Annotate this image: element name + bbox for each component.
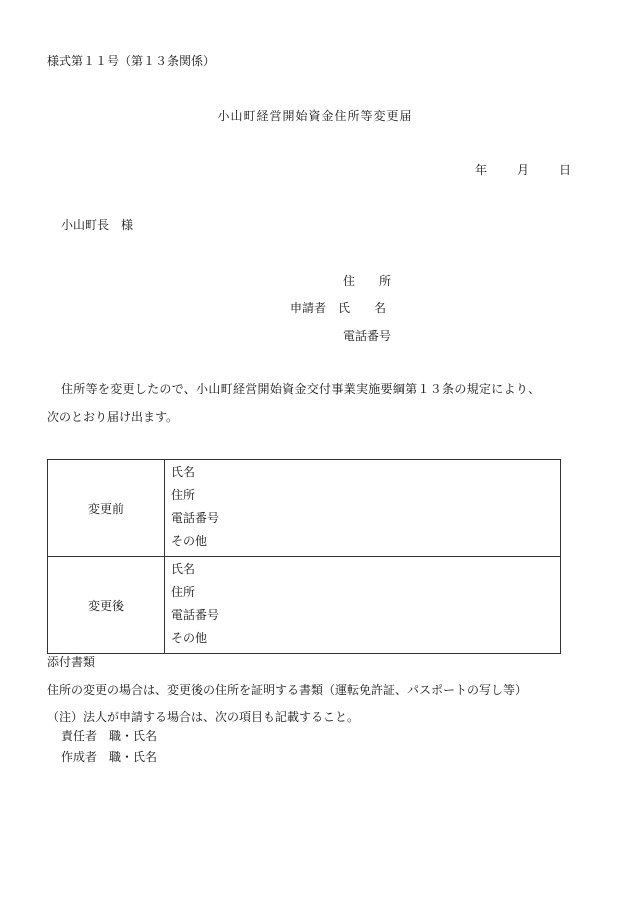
note-item-responsible: 責任者 職・氏名: [61, 729, 158, 743]
row-label-after: 変更後: [48, 557, 165, 654]
date-month-label: 月: [517, 163, 530, 177]
attachments-title: 添付書類: [47, 655, 96, 669]
addressee: 小山町長 様: [61, 218, 134, 232]
fields-after: [165, 557, 561, 654]
body-text-line-1: 住所等を変更したので、小山町経営開始資金交付事業実施要綱第１３条の規定により、: [61, 382, 541, 396]
row-label-before: 変更前: [48, 460, 165, 557]
table-row-after: [48, 557, 561, 654]
field-other: その他: [171, 631, 208, 645]
attachments-text: 住所の変更の場合は、変更後の住所を証明する書類（運転免許証、パスポートの写し等）: [47, 683, 528, 697]
applicant-name-label: 申請者 氏 名: [290, 301, 387, 315]
applicant-phone-label: 電話番号: [343, 329, 392, 343]
note-item-creator: 作成者 職・氏名: [61, 750, 158, 764]
field-phone: 電話番号: [171, 608, 220, 622]
note-text: （注）法人が申請する場合は、次の項目も記載すること。: [47, 710, 360, 724]
body-text-line-2: 次のとおり届け出ます。: [47, 410, 179, 424]
applicant-address-label: 住 所: [343, 274, 392, 288]
fields-before: [165, 460, 561, 557]
date-day-label: 日: [559, 163, 572, 177]
table-row-before: [48, 460, 561, 557]
form-number: 様式第１１号（第１３条関係）: [47, 54, 216, 68]
field-name: 氏名: [171, 465, 196, 479]
document-title: 小山町経営開始資金住所等変更届: [217, 109, 413, 123]
date-line: [475, 162, 571, 178]
change-table: [47, 459, 561, 654]
field-other: その他: [171, 534, 208, 548]
field-name: 氏名: [171, 562, 196, 576]
field-address: 住所: [171, 488, 196, 502]
field-phone: 電話番号: [171, 511, 220, 525]
field-address: 住所: [171, 585, 196, 599]
date-year-label: 年: [475, 163, 488, 177]
